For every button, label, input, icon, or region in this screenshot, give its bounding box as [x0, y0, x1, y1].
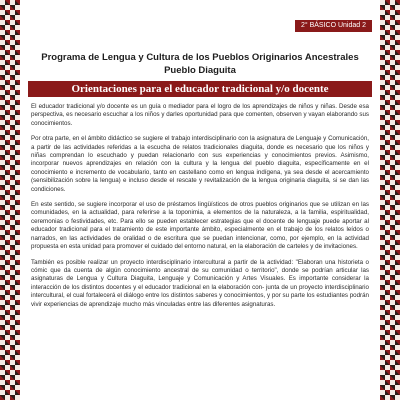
section-title: Orientaciones para el educador tradicional y/o docente	[28, 81, 372, 97]
grade-unit-badge: 2° BÁSICO Unidad 2	[295, 20, 372, 32]
decorative-border-right	[380, 0, 400, 400]
program-title	[28, 51, 372, 77]
paragraph-2: Por otra parte, en el ámbito didáctico se sugiere el trabajo interdisciplinario con la asignatura de Lenguaje y Comunicación, a partir de las actividades referidas a la escucha de relatos tradicionales diaguita, donde es necesario que los niños y niñas comprendan lo escuchado y puedan relacionarlo con sus experiencias y conocimientos previos. Asimismo, incorporar nuevos aprendizajes en relación con la cultura y la lengua del pueblo diaguita, específicamente en el conocimiento e incremento de vocabulario, tanto en castellano como en lengua indígena, ya sea desde el acercamiento (sensibilización sobre la lengua) e incluso desde el rescate y revitalización de la lengua originaria diaguita, si se dan las condiciones.	[31, 135, 369, 193]
paragraph-1: El educador tradicional y/o docente es un guía o mediador para el logro de los aprendizajes de niños y niñas. Desde esa perspectiva, es necesario escuchar a los niños y darles oportunidad para que comenten, observen y vayan elaborando sus conocimientos.	[31, 103, 369, 127]
decorative-border-left	[0, 0, 20, 400]
document-body	[31, 103, 369, 316]
program-title-line1: Programa de Lengua y Cultura de los Pueblos Originarios Ancestrales	[41, 52, 359, 63]
paragraph-3: En este sentido, se sugiere incorporar el uso de préstamos lingüísticos de otros pueblos originarios que se utilizan en las comunidades, en la actualidad, para referirse a la toponimia, a elementos de la naturaleza, a la familia, espiritualidad, ceremonias o festividades, etc. Para ello se pueden establecer estrategias que el docente de lenguaje puede aportar al educador tradicional para el tratamiento de este importante ámbito, especialmente en el trabajo de los relatos leídos o narrados, en las actividades de oralidad o de escritura que se puedan intencionar, como, por ejemplo, en la actividad propuesta en esta unidad para promover el cuidado del entorno natural, en la elaboración de carteles y de invitaciones.	[31, 201, 369, 251]
paragraph-4: También es posible realizar un proyecto interdisciplinario intercultural a partir de la actividad: "Elaboran una historieta o cómic que da cuenta de algún conocimiento ancestral de su comunidad o territorio", donde se podrían articular las asignaturas de Lengua y Cultura Diaguita, Lenguaje y Comunicación y Artes Visuales. Es importante considerar la interacción de los distintos docentes y el educador tradicional en la elaboración con- junta de un proyecto interdisciplinario intercultural, el cual fortalecerá el diálogo entre los distintos saberes y conocimientos, y por su parte los estudiantes podrán vivir experiencias de aprendizaje mucho más vinculadas entre las diferentes asignaturas.	[31, 258, 369, 308]
program-title-line2: Pueblo Diaguita	[164, 65, 236, 76]
